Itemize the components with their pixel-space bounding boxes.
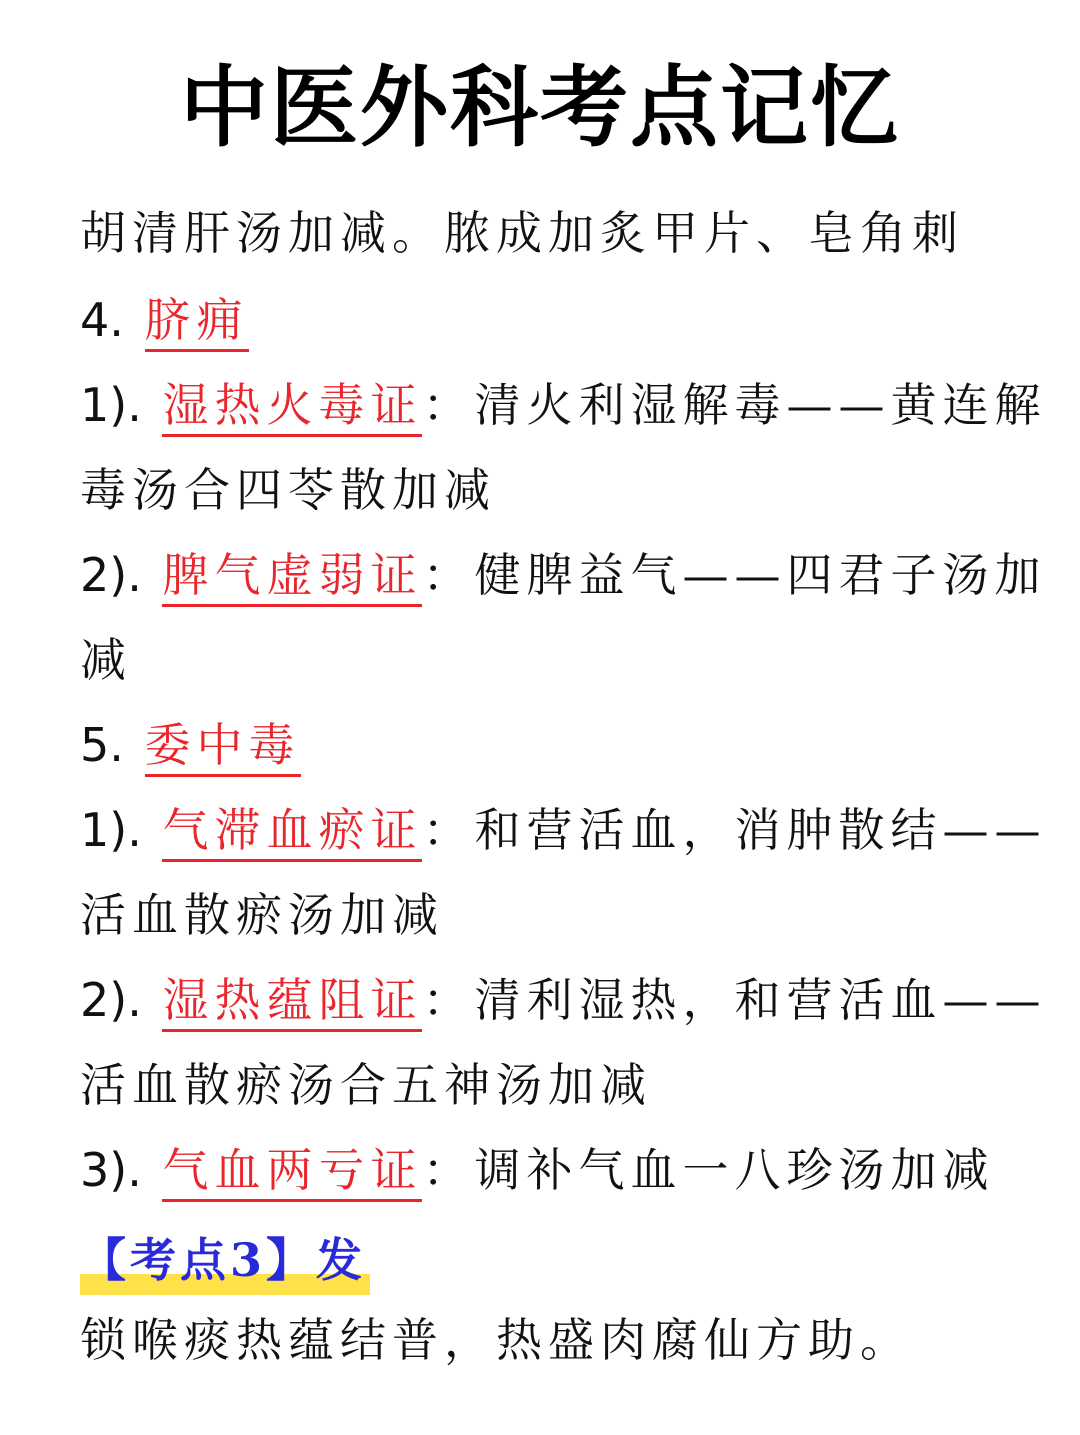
mnemonic-line: 锁喉痰热蕴结普，热盛肉腐仙方助。	[80, 1313, 912, 1367]
syndrome-name: 气血两亏证	[162, 1143, 422, 1202]
syndrome-treatment: ：调补气血一八珍汤加减	[422, 1143, 995, 1197]
syndrome-treatment: ：清利湿热，和营活血——	[422, 973, 1047, 1027]
section-title: 委中毒	[145, 718, 301, 777]
section-number: 4.	[80, 293, 124, 347]
syndrome-treatment: ：和营活血，消肿散结——	[422, 803, 1047, 857]
syndrome-name: 气滞血瘀证	[162, 803, 422, 862]
item-number: 3).	[80, 1143, 142, 1197]
item-number: 1).	[80, 378, 142, 432]
text-line: 活血散瘀汤加减	[80, 888, 444, 942]
text-line: 胡清肝汤加减。脓成加炙甲片、皂角刺	[80, 206, 964, 260]
item-number: 1).	[80, 803, 142, 857]
syndrome-line	[80, 1130, 994, 1210]
text-line: 活血散瘀汤合五神汤加减	[80, 1058, 652, 1112]
item-number: 2).	[80, 548, 142, 602]
syndrome-treatment: ：清火利湿解毒——黄连解	[422, 378, 1047, 432]
section-heading-qiyong	[80, 280, 249, 360]
syndrome-treatment: ：健脾益气——四君子汤加	[422, 548, 1047, 602]
syndrome-line	[80, 790, 1046, 870]
syndrome-line	[80, 365, 1046, 445]
syndrome-line	[80, 535, 1046, 615]
syndrome-name: 脾气虚弱证	[162, 548, 422, 607]
syndrome-name: 湿热火毒证	[162, 378, 422, 437]
text-line: 减	[80, 633, 132, 687]
section-title: 脐痈	[145, 293, 249, 352]
text-line: 毒汤合四苓散加减	[80, 463, 496, 517]
section-heading-weizhongdu	[80, 705, 301, 785]
kaodian-heading: 【考点3】发	[80, 1225, 370, 1295]
page-title: 中医外科考点记忆	[179, 56, 900, 159]
syndrome-line	[80, 960, 1046, 1040]
syndrome-name: 湿热蕴阻证	[162, 973, 422, 1032]
item-number: 2).	[80, 973, 142, 1027]
section-number: 5.	[80, 718, 124, 772]
